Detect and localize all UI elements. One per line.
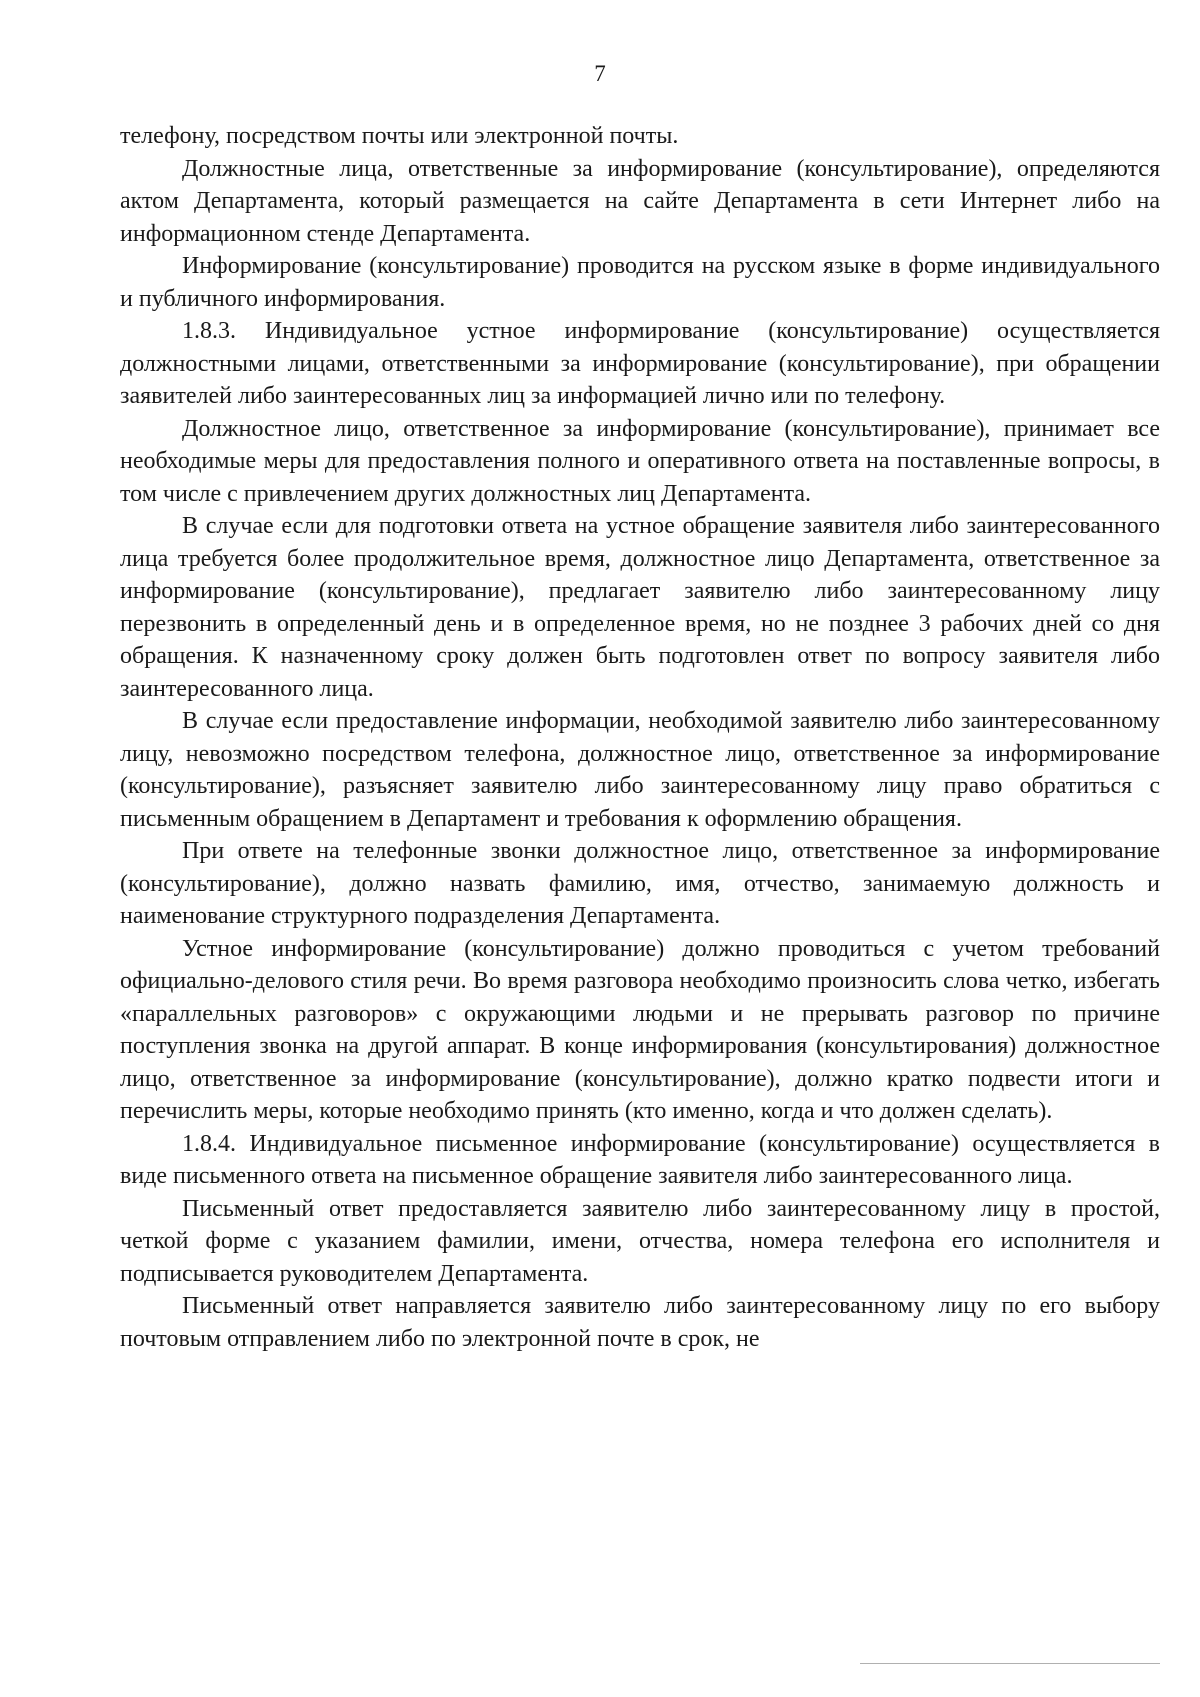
paragraph-8: При ответе на телефонные звонки должностное лицо, ответственное за информирование (консультирование), должно назвать фамилию, имя, отчество, занимаемую должность и наименование структурного подразделения Департамента.	[120, 838, 1160, 929]
paragraph-7: В случае если предоставление информации, необходимой заявителю либо заинтересованному лицу, невозможно посредством телефона, должностное лицо, ответственное за информирование (консультирование), разъясняет заявителю либо заинтересованному лицу право обратиться с письменным обращением в Департамент и требования к оформлению обращения.	[120, 708, 1160, 832]
paragraph-5: Должностное лицо, ответственное за информирование (консультирование), принимает все необходимые меры для предоставления полного и оперативного ответа на поставленные вопросы, в том числе с привлечением других должностных лиц Департамента.	[120, 415, 1160, 507]
paragraph-11: Письменный ответ предоставляется заявителю либо заинтересованному лицу в простой, четкой форме с указанием фамилии, имени, отчества, номера телефона его исполнителя и подписывается руководителем Департамента.	[120, 1195, 1160, 1287]
footer-divider	[860, 1663, 1160, 1664]
page-number: 7	[594, 61, 606, 86]
paragraph-4: 1.8.3. Индивидуальное устное информирование (консультирование) осуществляется должностными лицами, ответственными за информирование (консультирование), при обращении заявителей либо заинтересованных лиц за информацией лично или по телефону.	[120, 318, 1160, 409]
paragraph-2: Должностные лица, ответственные за информирование (консультирование), определяются актом Департамента, который размещается на сайте Департамента в сети Интернет либо на информационном стенде Департамента.	[120, 155, 1160, 247]
paragraph-9: Устное информирование (консультирование) должно проводиться с учетом требований официально-делового стиля речи. Во время разговора необходимо произносить слова четко, избегать «параллельных разговоров» с окружающими людьми и не прерывать разговор по причине поступления звонка на другой аппарат. В конце информирования (консультирования) должностное лицо, ответственное за информирование (консультирование), должно кратко подвести итоги и перечислить меры, которые необходимо принять (кто именно, когда и что должен сделать).	[120, 935, 1160, 1124]
paragraph-6: В случае если для подготовки ответа на устное обращение заявителя либо заинтересованного лица требуется более продолжительное время, должностное лицо Департамента, ответственное за информирование (консультирование), предлагает заявителю либо заинтересованному лицу перезвонить в определенный день и в определенное время, но не позднее 3 рабочих дней со дня обращения. К назначенному сроку должен быть подготовлен ответ по вопросу заявителя либо заинтересованного лица.	[120, 513, 1160, 702]
document-body	[120, 120, 1160, 1355]
paragraph-12: Письменный ответ направляется заявителю либо заинтересованному лицу по его выбору почтовым отправлением либо по электронной почте в срок, не	[120, 1293, 1160, 1352]
paragraph-1: телефону, посредством почты или электронной почты.	[120, 123, 679, 149]
paragraph-3: Информирование (консультирование) проводится на русском языке в форме индивидуального и публичного информирования.	[120, 253, 1160, 312]
paragraph-10: 1.8.4. Индивидуальное письменное информирование (консультирование) осуществляется в виде письменного ответа на письменное обращение заявителя либо заинтересованного лица.	[120, 1130, 1160, 1189]
